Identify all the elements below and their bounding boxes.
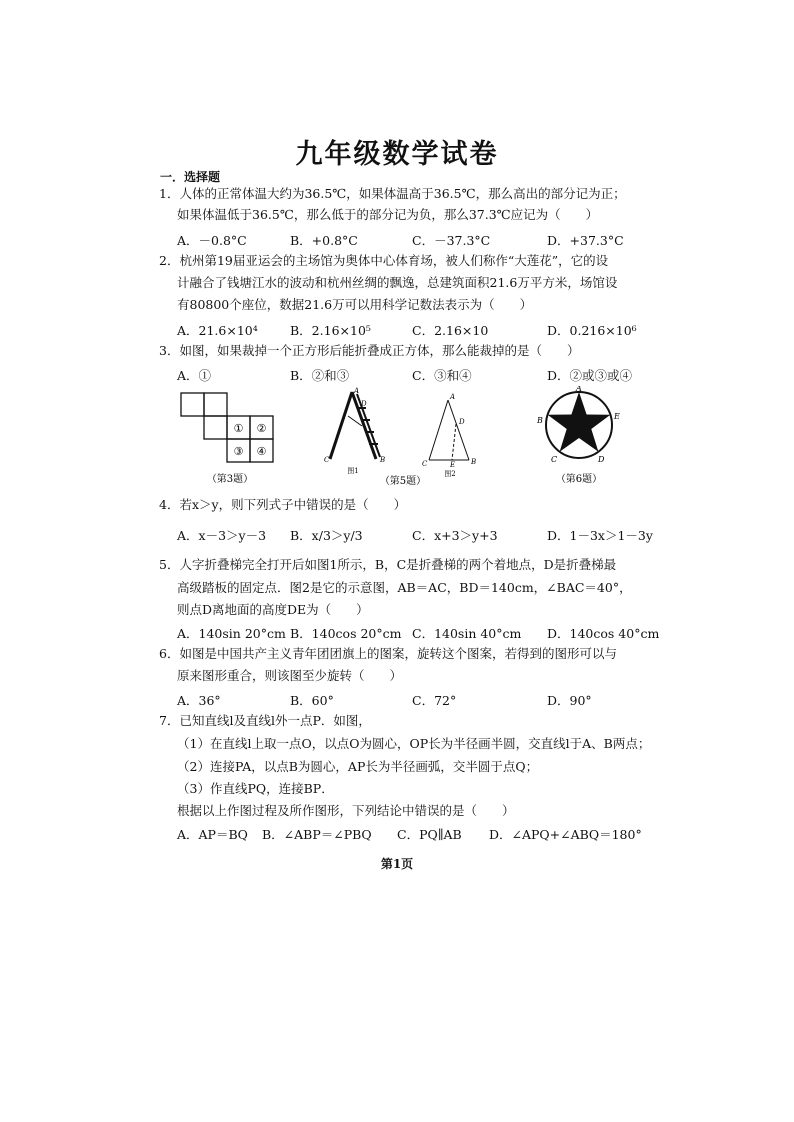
- net-cell-4: ④: [256, 445, 267, 458]
- q1-option-d: D．+37.3°C: [547, 233, 624, 248]
- q3-option-d: D．②或③或④: [547, 368, 633, 383]
- ladder-label-c: C: [324, 456, 330, 464]
- question-6-line-2: 原来图形重合，则该图至少旋转（ ）: [177, 668, 403, 683]
- q5-option-d: D．140cos 40°cm: [547, 626, 660, 641]
- net-cell-3: ③: [233, 445, 244, 458]
- q1-option-a: A．－0.8°C: [177, 233, 247, 248]
- q7-option-d: D．∠APQ+∠ABQ＝180°: [489, 827, 642, 842]
- q4-option-d: D．1－3x＞1－3y: [547, 528, 653, 543]
- q5-option-a: A．140sin 20°cm: [177, 626, 286, 641]
- q5-option-b: B．140cos 20°cm: [290, 626, 402, 641]
- q4-option-b: B．x/3＞y/3: [290, 528, 363, 543]
- q4-option-c: C．x+3＞y+3: [412, 528, 498, 543]
- triangle-label-e: E: [450, 461, 456, 469]
- star-in-circle-figure: [546, 392, 612, 458]
- ladder-label-a: A: [354, 387, 360, 395]
- question-6-line-1: 6．如图是中国共产主义青年团团旗上的图案，旋转这个图案，若得到的图形可以与: [159, 646, 617, 661]
- net-square: [204, 393, 227, 416]
- figure-1-label: 图1: [347, 467, 359, 475]
- question-5-line-2: 高级踏板的固定点．图2是它的示意图，AB＝AC，BD＝140cm，∠BAC＝40°，: [177, 580, 632, 595]
- q1-option-c: C．－37.3°C: [412, 233, 491, 248]
- question-1-line-2: 如果体温低于36.5℃，那么低于的部分记为负，那么37.3℃应记为（ ）: [177, 207, 599, 222]
- figure-6-caption: （第6题）: [555, 474, 603, 485]
- question-5-line-1: 5．人字折叠梯完全打开后如图1所示，B，C是折叠梯的两个着地点，D是折叠梯最: [159, 557, 617, 572]
- triangle-label-a: A: [450, 393, 456, 401]
- page-title: 九年级数学试卷: [295, 139, 499, 170]
- question-7-line-1: 7．已知直线l及直线l外一点P．如图，: [159, 713, 371, 728]
- triangle-label-c: C: [422, 460, 428, 468]
- question-1-line-1: 1．人体的正常体温大约为36.5℃，如果体温高于36.5℃，那么高出的部分记为正；: [159, 186, 626, 201]
- q6-option-a: A．36°: [177, 693, 221, 708]
- q2-option-d: D．0.216×10⁶: [547, 323, 637, 338]
- net-cell-2: ②: [256, 422, 267, 435]
- triangle-label-b: B: [471, 458, 477, 466]
- question-7-step-3: （3）作直线PQ，连接BP．: [177, 781, 334, 796]
- question-2-line-3: 有80800个座位，数据21.6万可以用科学记数法表示为（ ）: [177, 297, 533, 312]
- q1-option-b: B．+0.8°C: [290, 233, 358, 248]
- question-7-step-2: （2）连接PA，以点B为圆心，AP长为半径画弧，交半圆于点Q；: [177, 759, 539, 774]
- q7-option-c: C．PQ∥AB: [397, 827, 462, 842]
- ladder-figure: [330, 392, 380, 459]
- q2-option-c: C．2.16×10: [412, 323, 489, 338]
- q2-option-a: A．21.6×10⁴: [177, 323, 258, 338]
- q6-option-b: B．60°: [290, 693, 334, 708]
- q3-option-c: C．③和④: [412, 368, 472, 383]
- triangle-figure: [429, 400, 469, 460]
- star-label-e: E: [614, 412, 620, 421]
- q7-option-b: B．∠ABP＝∠PBQ: [262, 827, 372, 842]
- figure-2-label: 图2: [444, 470, 456, 478]
- question-7-line-5: 根据以上作图过程及所作图形，下列结论中错误的是（ ）: [177, 803, 515, 818]
- figures-row: [170, 386, 630, 491]
- question-3-line-1: 3．如图，如果裁掉一个正方形后能折叠成正方体，那么能裁掉的是（ ）: [159, 343, 580, 358]
- page-number: 第1页: [380, 857, 414, 871]
- net-square: [181, 393, 204, 416]
- q2-option-b: B．2.16×10⁵: [290, 323, 371, 338]
- q6-option-c: C．72°: [412, 693, 457, 708]
- q7-option-a: A．AP＝BQ: [177, 827, 248, 842]
- section-heading: 一．选择题: [160, 170, 221, 184]
- question-7-step-1: （1）在直线l上取一点O，以点O为圆心，OP长为半径画半圆，交直线l于A、B两点；: [177, 736, 651, 751]
- figure-3-caption: （第3题）: [206, 474, 254, 485]
- star-label-b: B: [537, 416, 543, 425]
- question-2-line-2: 计融合了钱塘江水的波动和杭州丝绸的飘逸，总建筑面积21.6万平方米，场馆设: [177, 275, 618, 290]
- question-4-line-1: 4．若x＞y，则下列式子中错误的是（ ）: [159, 497, 407, 512]
- net-cell-1: ①: [233, 422, 244, 435]
- question-2-line-1: 2．杭州第19届亚运会的主场馆为奥体中心体育场，被人们称作“大莲花”，它的设: [159, 253, 609, 268]
- triangle-label-d: D: [459, 418, 465, 426]
- q3-option-a: A．①: [177, 368, 212, 383]
- q5-option-c: C．140sin 40°cm: [412, 626, 522, 641]
- q3-option-b: B．②和③: [290, 368, 350, 383]
- q6-option-d: D．90°: [547, 693, 592, 708]
- figure-5-caption: （第5题）: [379, 476, 427, 487]
- q4-option-a: A．x－3＞y－3: [177, 528, 267, 543]
- ladder-label-b: B: [380, 456, 386, 464]
- net-square: [204, 416, 227, 439]
- question-5-line-3: 则点D离地面的高度DE为（ ）: [177, 602, 369, 617]
- star-label-c: C: [551, 455, 558, 464]
- ladder-label-d: D: [361, 400, 367, 408]
- star-label-d: D: [598, 455, 605, 464]
- star-label-a: A: [576, 386, 582, 393]
